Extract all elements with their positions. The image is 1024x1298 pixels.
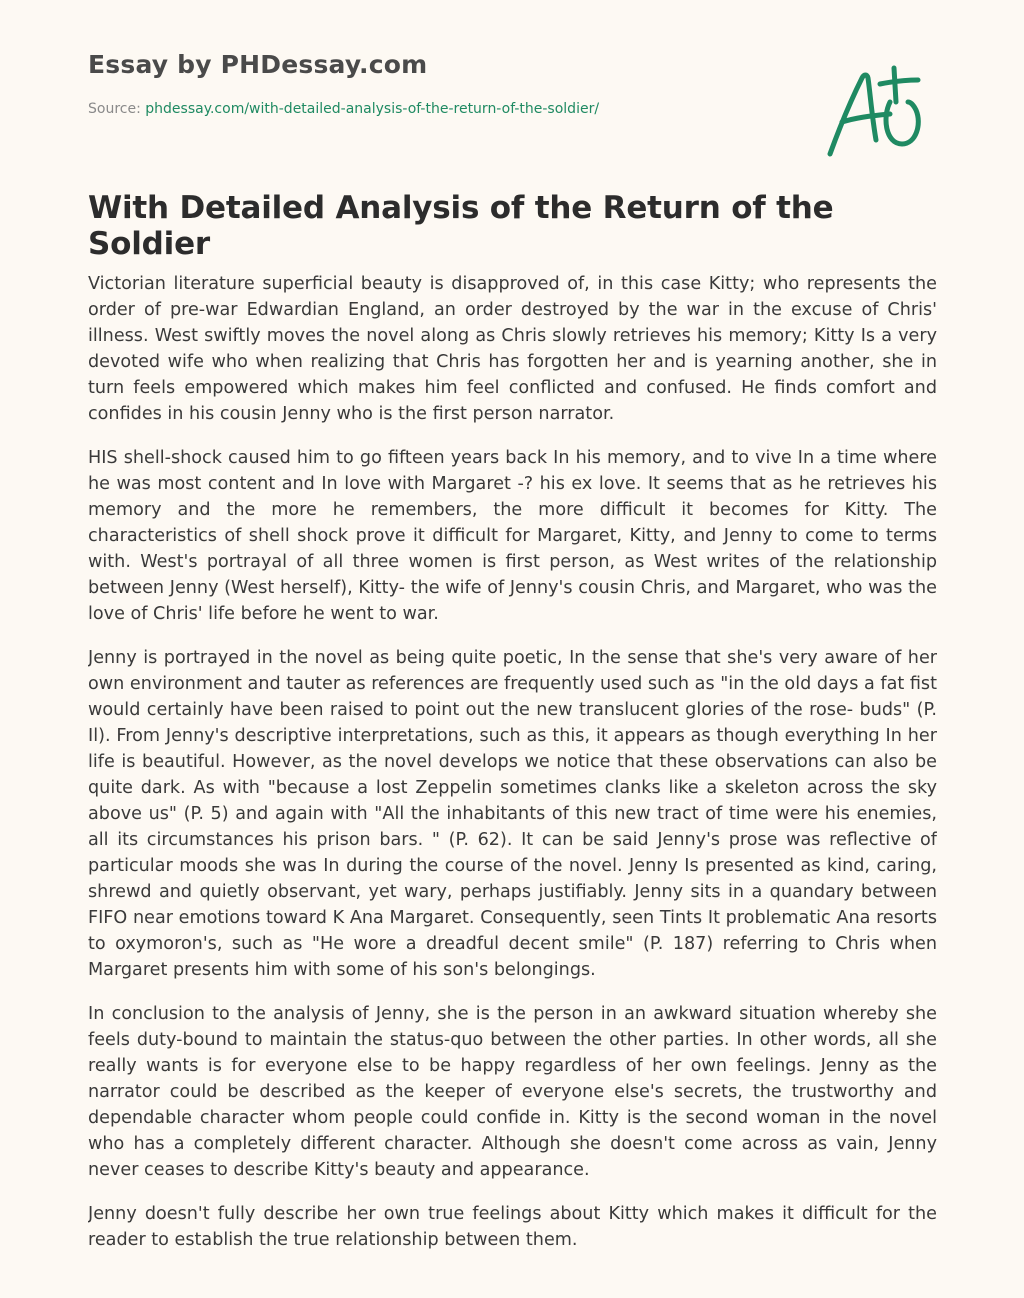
- source-label: Source:: [88, 101, 146, 117]
- paragraph: Jenny is portrayed in the novel as being quite poetic, In the sense that she's very aware of her own environment and tauter as references are frequently used such as "in the old days a fat fist would certainly have been raised to point out the new translucent glories of the rose- buds" (P. Il). From Jenny's descriptive interpretations, such as this, it appears as though everything In her life is beautiful. However, as the novel develops we notice that these observations can also be quite dark. As with "because a lost Zeppelin sometimes clanks like a skeleton across the sky above us" (P. 5) and again with "All the inhabitants of this new tract of time were his enemies, all its circumstances his prison bars. " (P. 62). It can be said Jenny's prose was reflective of particular moods she was In during the course of the novel. Jenny Is presented as kind, caring, shrewd and quietly observant, yet wary, perhaps justifiably. Jenny sits in a quandary between FIFO near emotions toward K Ana Margaret. Consequently, seen Tints It problematic Ana resorts to oxymoron's, such as "He wore a dreadful decent smile" (P. 187) referring to Chris when Margaret presents him with some of his son's belongings.: [88, 648, 937, 980]
- paragraph: Jenny doesn't fully describe her own true feelings about Kitty which makes it difficult for the reader to establish the true relationship between them.: [88, 1204, 937, 1250]
- site-brand: Essay by PHDessay.com: [88, 50, 428, 79]
- paragraph: Victorian literature superficial beauty is disapproved of, in this case Kitty; who represents the order of pre-war Edwardian England, an order destroyed by the war in the excuse of Chris' illness. West swiftly moves the novel along as Chris slowly retrieves his memory; Kitty Is a very devoted wife who when realizing that Chris has forgotten her and is yearning another, she in turn feels empowered which makes him feel conflicted and confused. He finds comfort and confides in his cousin Jenny who is the first person narrator.: [88, 274, 937, 424]
- source-link[interactable]: phdessay.com/with-detailed-analysis-of-the-return-of-the-soldier/: [145, 101, 600, 117]
- paragraph: HIS shell-shock caused him to go fifteen years back In his memory, and to vive In a time where he was most content and In love with Margaret -? his ex love. It seems that as he retrieves his memory and the more he remembers, the more difficult it becomes for Kitty. The characteristics of shell shock prove it difficult for Margaret, Kitty, and Jenny to come to terms with. West's portrayal of all three women is first person, as West writes of the relationship between Jenny (West herself), Kitty- the wife of Jenny's cousin Chris, and Margaret, who was the love of Chris' life before he went to war.: [88, 448, 937, 624]
- essay-title: With Detailed Analysis of the Return of the Soldier: [88, 190, 834, 262]
- paragraph: In conclusion to the analysis of Jenny, she is the person in an awkward situation whereby she feels duty-bound to maintain the status-quo between the other parties. In other words, all she really wants is for everyone else to be happy regardless of her own feelings. Jenny as the narrator could be described as the keeper of everyone else's secrets, the trustworthy and dependable character whom people could confide in. Kitty is the second woman in the novel who has a completely different character. Although she doesn't come across as vain, Jenny never ceases to describe Kitty's beauty and appearance.: [88, 1004, 937, 1180]
- a-plus-logo-icon: [820, 62, 930, 162]
- source-line: [88, 101, 599, 117]
- essay-body: [88, 271, 937, 1298]
